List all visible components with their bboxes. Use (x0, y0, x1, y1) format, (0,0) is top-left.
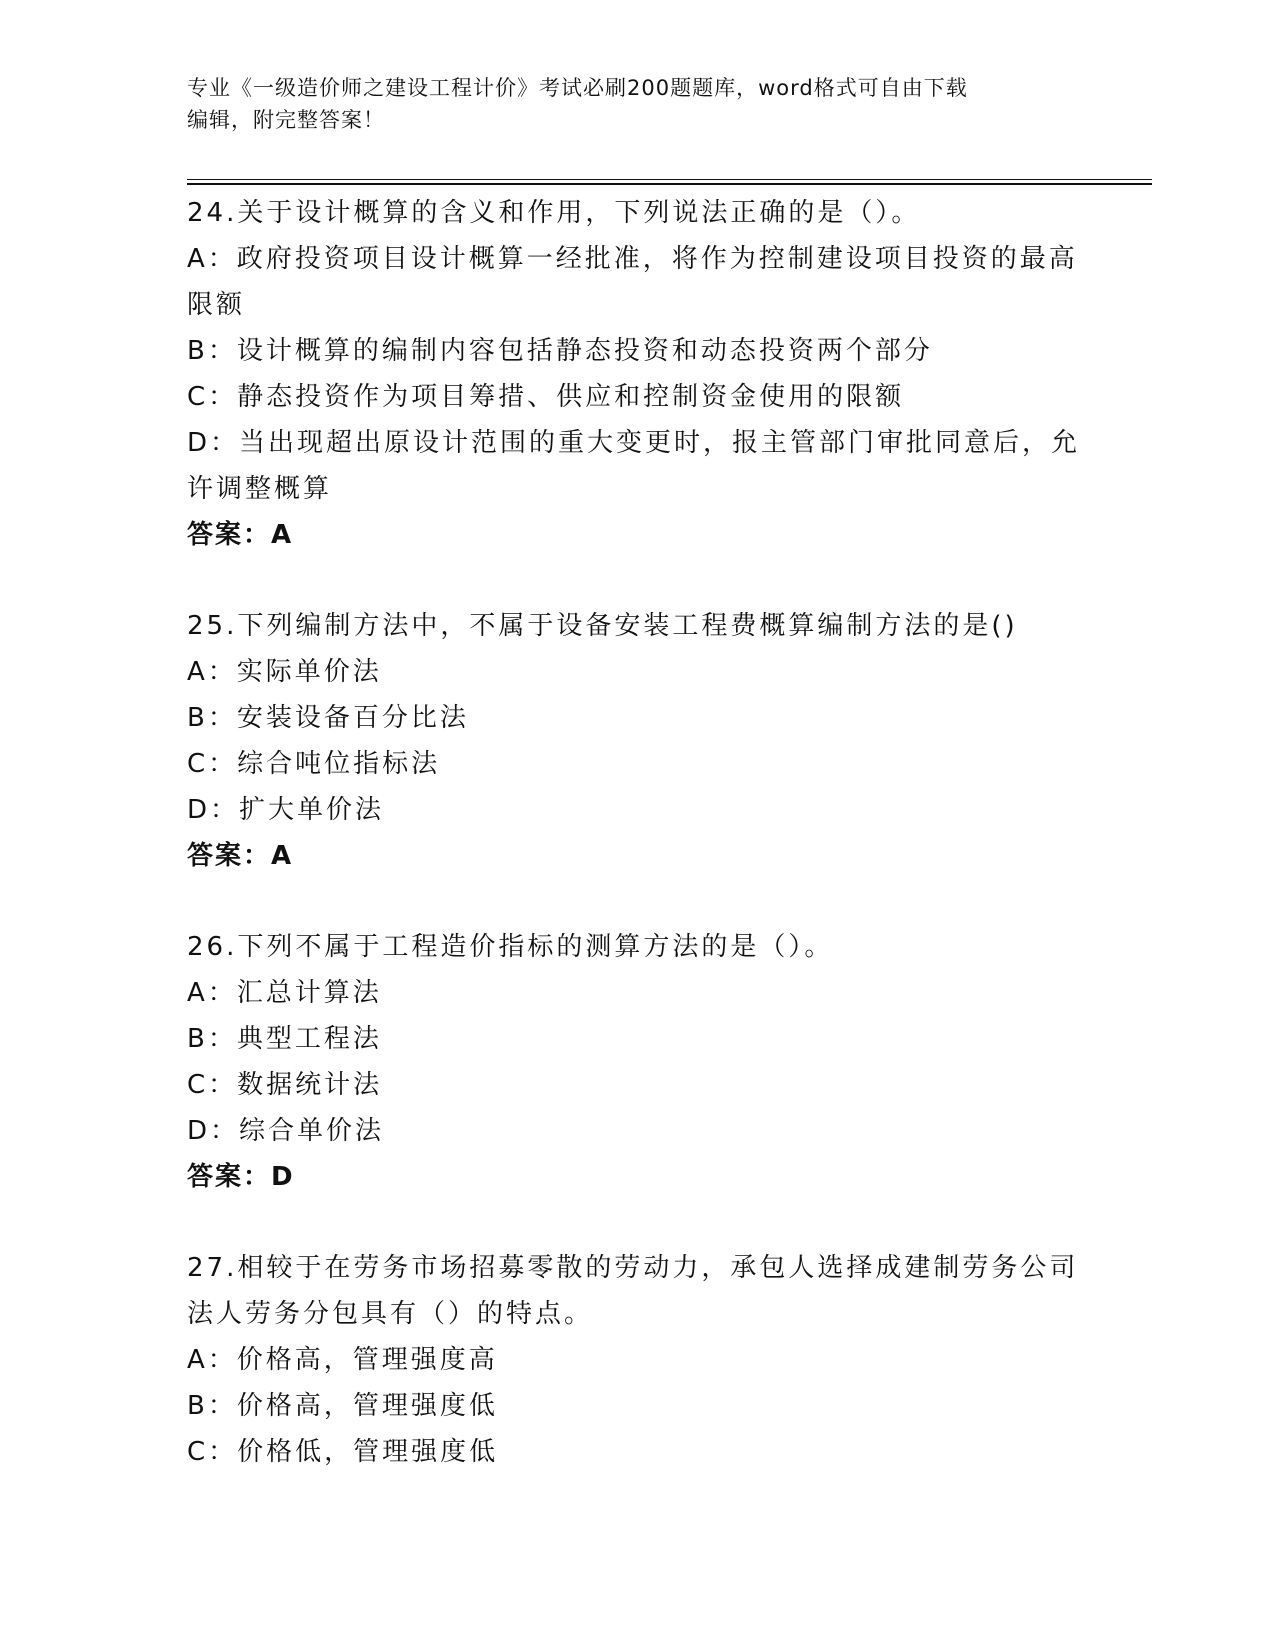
option-a: A：实际单价法 (187, 657, 382, 687)
answer-label: 答案：A (187, 520, 294, 550)
option-c: C：价格低，管理强度低 (187, 1437, 499, 1467)
option-b: B：设计概算的编制内容包括静态投资和动态投资两个部分 (187, 336, 933, 366)
option-c: C：数据统计法 (187, 1070, 383, 1100)
option-c: C：综合吨位指标法 (187, 749, 441, 779)
question-stem: 26.下列不属于工程造价指标的测算方法的是（）。 (187, 932, 834, 962)
question-block (187, 190, 1087, 558)
option-a: A：汇总计算法 (187, 978, 382, 1008)
document-header (187, 72, 1087, 136)
option-d: D：当出现超出原设计范围的重大变更时，报主管部门审批同意后，允 (187, 428, 1081, 458)
option-d: D：综合单价法 (187, 1116, 385, 1146)
option-a: A：价格高，管理强度高 (187, 1345, 498, 1375)
header-divider-thick (187, 183, 1152, 185)
option-b: B：典型工程法 (187, 1024, 382, 1054)
question-block (187, 924, 1087, 1200)
option-a-continued: 限额 (187, 290, 246, 320)
option-a: A：政府投资项目设计概算一经批准，将作为控制建设项目投资的最高 (187, 244, 1078, 274)
option-d: D：扩大单价法 (187, 795, 385, 825)
option-b: B：安装设备百分比法 (187, 703, 469, 733)
answer-label: 答案：A (187, 841, 294, 871)
question-stem: 27.相较于在劳务市场招募零散的劳动力，承包人选择成建制劳务公司 (187, 1253, 1079, 1283)
header-line-2: 编辑，附完整答案！ (187, 108, 385, 132)
question-list (187, 190, 1087, 1475)
option-c: C：静态投资作为项目筹措、供应和控制资金使用的限额 (187, 382, 905, 412)
header-divider-thin (187, 179, 1152, 180)
question-stem: 24.关于设计概算的含义和作用，下列说法正确的是（）。 (187, 198, 921, 228)
answer-label: 答案：D (187, 1162, 295, 1192)
header-line-1: 专业《一级造价师之建设工程计价》考试必刷200题题库，word格式可自由下载 (187, 76, 968, 100)
question-stem: 25.下列编制方法中，不属于设备安装工程费概算编制方法的是() (187, 611, 1018, 641)
question-block (187, 1245, 1087, 1475)
question-stem-continued: 法人劳务分包具有（）的特点。 (187, 1299, 594, 1329)
option-d-continued: 许调整概算 (187, 474, 333, 504)
option-b: B：价格高，管理强度低 (187, 1391, 498, 1421)
question-block (187, 603, 1087, 879)
